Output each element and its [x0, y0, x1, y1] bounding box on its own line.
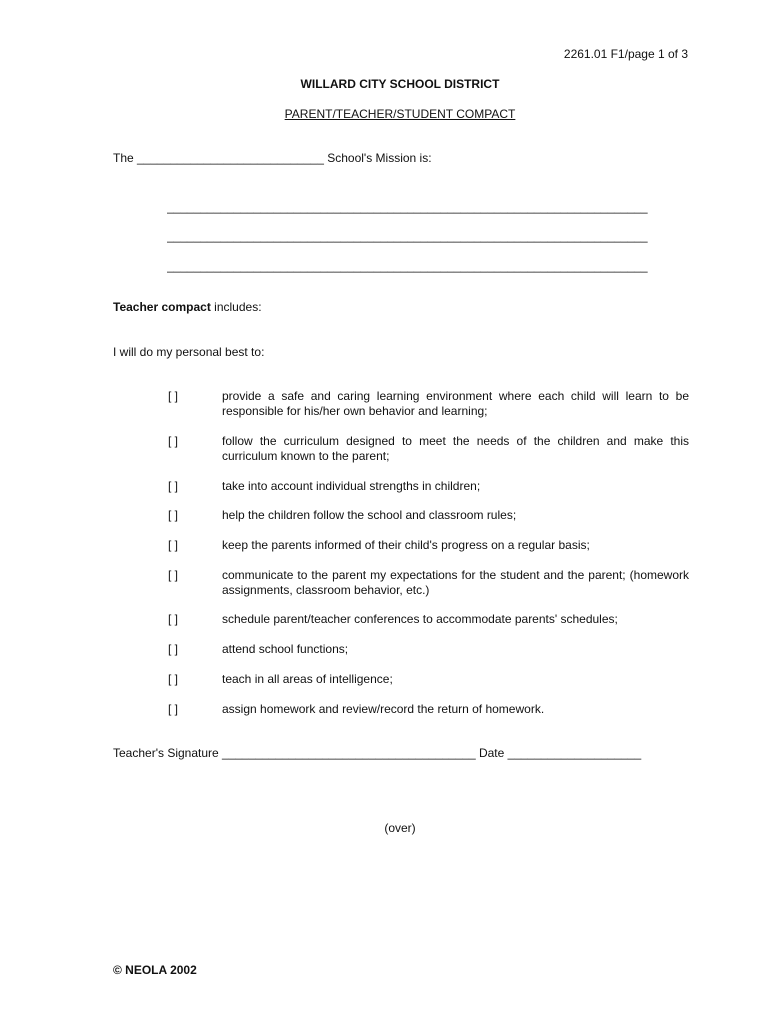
list-item-text: schedule parent/teacher conferences to accommodate parents' schedules;: [222, 612, 618, 626]
document-reference: 2261.01 F1/page 1 of 3: [563, 47, 688, 61]
checkbox-placeholder: [ ]: [168, 568, 179, 582]
checkbox-placeholder: [ ]: [168, 538, 179, 552]
checkbox-placeholder: [ ]: [168, 702, 179, 716]
checkbox-placeholder: [ ]: [168, 434, 179, 448]
teacher-signature-line: Teacher's Signature ______________________________________ Date ____________________: [113, 746, 642, 760]
list-item-text: assign homework and review/record the return of homework.: [222, 702, 545, 716]
teacher-compact-heading: [113, 300, 262, 315]
checkbox-placeholder: [ ]: [168, 389, 179, 403]
teacher-compact-heading-rest: includes:: [210, 300, 262, 314]
teacher-compact-heading-bold: Teacher compact: [113, 300, 211, 314]
copyright-notice: © NEOLA 2002: [113, 963, 197, 977]
over-note: (over): [384, 821, 416, 835]
checkbox-placeholder: [ ]: [168, 672, 179, 686]
mission-blank-line: ________________________________________________________________________: [167, 259, 648, 273]
list-item-text: help the children follow the school and classroom rules;: [222, 508, 517, 522]
list-item-text: teach in all areas of intelligence;: [222, 672, 393, 686]
checkbox-placeholder: [ ]: [168, 642, 179, 656]
checkbox-placeholder: [ ]: [168, 479, 179, 493]
mission-blank-line: ________________________________________________________________________: [167, 200, 648, 214]
district-name: WILLARD CITY SCHOOL DISTRICT: [300, 77, 500, 91]
list-item-text: attend school functions;: [222, 642, 349, 656]
teacher-intro: I will do my personal best to:: [113, 345, 265, 359]
list-item-text: keep the parents informed of their child's progress on a regular basis;: [222, 538, 590, 552]
list-item-text: follow the curriculum designed to meet the needs of the children and make this curriculum known to the parent;: [222, 434, 689, 463]
mission-blank-line: ________________________________________________________________________: [167, 229, 648, 243]
mission-statement-label: The ____________________________ School's Mission is:: [113, 151, 432, 165]
list-item-text: provide a safe and caring learning environment where each child will learn to be responsible for his/her own behavior and learning;: [222, 389, 689, 418]
list-item-text: take into account individual strengths in children;: [222, 479, 481, 493]
checkbox-placeholder: [ ]: [168, 508, 179, 522]
page-title: PARENT/TEACHER/STUDENT COMPACT: [284, 107, 516, 121]
checkbox-placeholder: [ ]: [168, 612, 179, 626]
list-item-text: communicate to the parent my expectations for the student and the parent; (homework assignments, classroom behavior, etc.): [222, 568, 689, 597]
